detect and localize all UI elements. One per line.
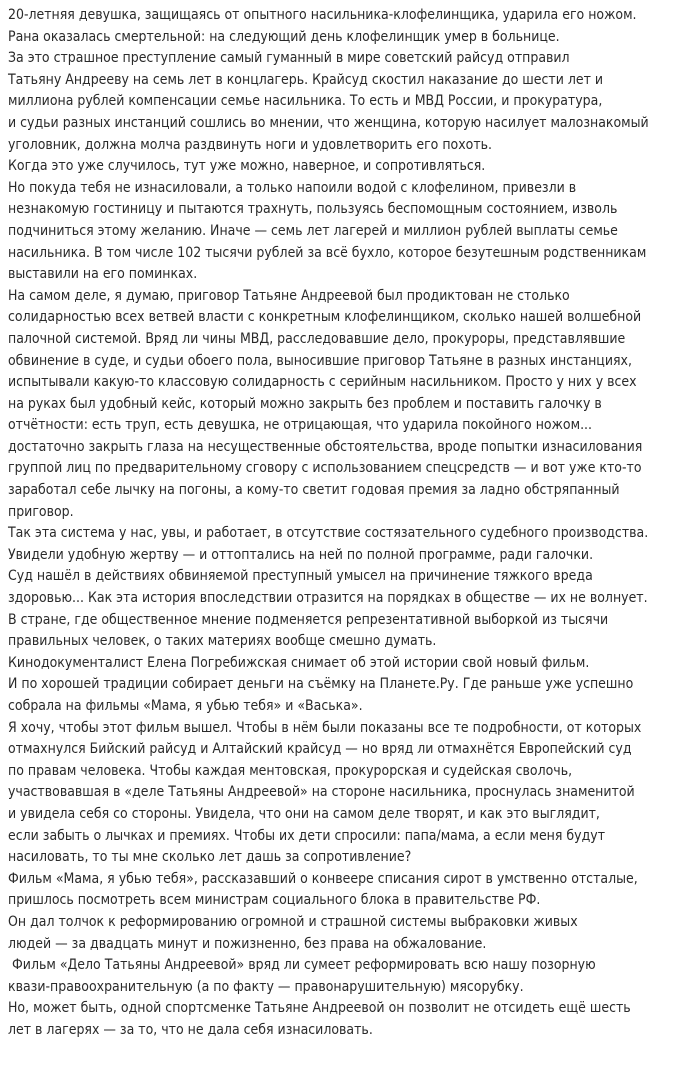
article-text — [8, 4, 680, 1041]
text-line: Когда это уже случилось, тут уже можно, наверное, и сопротивляться. — [8, 157, 486, 175]
text-line: Кинодокументалист Елена Погребижская снимает об этой истории свой новый фильм. — [8, 653, 590, 671]
text-line: отмахнулся Бийский райсуд и Алтайский крайсуд — но вряд ли отмахнётся Европейский суд — [8, 740, 632, 758]
text-line: по правам человека. Чтобы каждая ментовская, прокурорская и судейская сволочь, — [8, 761, 573, 779]
text-line: пришлось посмотреть всем министрам социального блока в правительстве РФ. — [8, 891, 541, 909]
text-line: Но покуда тебя не изнасиловали, а только напоили водой с клофелином, привезли в — [8, 178, 577, 196]
text-line: миллиона рублей компенсации семье насильника. То есть и МВД России, и прокуратура, — [8, 92, 603, 110]
text-line: незнакомую гостиницу и пытаются трахнуть, пользуясь беспомощным состоянием, изволь — [8, 200, 618, 218]
text-line: участвовавшая в «деле Татьяны Андреевой» на стороне насильника, проснулась знаменитой — [8, 783, 635, 801]
text-line: И по хорошей традиции собирает деньги на съёмку на Планете.Ру. Где раньше уже успешно — [8, 675, 634, 693]
text-line: Татьяну Андрееву на семь лет в концлагерь. Крайсуд скостил наказание до шести лет и — [8, 70, 604, 88]
text-line: подчиниться этому желанию. Иначе — семь лет лагерей и миллион рублей выплаты семье — [8, 221, 618, 239]
text-line: и судьи разных инстанций сошлись во мнении, что женщина, которую насилует малознакомый — [8, 113, 649, 131]
text-line: В стране, где общественное мнение подменяется репрезентативной выборкой из тысячи — [8, 610, 609, 628]
text-line: на руках был удобный кейс, который можно закрыть без проблем и поставить галочку в — [8, 394, 602, 412]
text-line: группой лиц по предварительному сговору с использованием спецсредств — и вот уже кто-то — [8, 459, 642, 477]
text-line: собрала на фильмы «Мама, я убью тебя» и «Васька». — [8, 697, 363, 714]
text-line: Рана оказалась смертельной: на следующий день клофелинщик умер в больнице. — [8, 27, 560, 45]
text-line: приговор. — [8, 502, 74, 520]
text-line: палочной системой. Вряд ли чины МВД, расследовавшие дело, прокуроры, представлявшие — [8, 329, 626, 347]
text-line: и увидела себя со стороны. Увидела, что они на самом деле творят, и как это выглядит, — [8, 804, 600, 822]
text-line: здоровью... Как эта история впоследствии отразится на порядках в обществе — их не волнует. — [8, 589, 648, 607]
text-line: уголовник, должна молча раздвинуть ноги и удовлетворить его похоть. — [8, 135, 493, 153]
text-line: насильника. В том числе 102 тысячи рублей за всё бухло, которое безутешным родственникам — [8, 243, 647, 261]
text-line: 20-летняя девушка, защищаясь от опытного насильника-клофелинщика, ударила его ножом. — [8, 6, 637, 23]
text-line: Суд нашёл в действиях обвиняемой преступный умысел на причинение тяжкого вреда — [8, 567, 593, 585]
text-line: Так эта система у нас, увы, и работает, в отсутствие состязательного судебного производства. — [8, 524, 649, 542]
text-line: людей — за двадцать минут и пожизненно, без права на обжалование. — [8, 934, 487, 952]
text-line: Он дал толчок к реформированию огромной и страшной системы выбраковки живых — [8, 912, 578, 930]
text-line: лет в лагерях — за то, что не дала себя изнасиловать. — [8, 1020, 373, 1038]
text-line: обвинение в суде, и судьи обоего пола, выносившие приговор Татьяне в разных инстанциях, — [8, 351, 632, 369]
text-line: Но, может быть, одной спортсменке Татьяне Андреевой он позволит не отсидеть ещё шесть — [8, 999, 631, 1017]
text-line: На самом деле, я думаю, приговор Татьяне Андреевой был продиктован не столько — [8, 286, 570, 304]
text-line: испытывали какую-то классовую солидарность с серийным насильником. Просто у них у всех — [8, 373, 637, 391]
text-line: квази-правоохранительную (а по факту — правонарушительную) мясорубку. — [8, 977, 524, 995]
text-line: Увидели удобную жертву — и оттоптались на ней по полной программе, ради галочки. — [8, 545, 594, 563]
text-line: если забыть о лычках и премиях. Чтобы их дети спросили: папа/мама, а если меня будут — [8, 826, 606, 844]
text-line: насиловать, то ты мне сколько лет дашь за сопротивление? — [8, 848, 412, 866]
text-line: Фильм «Мама, я убью тебя», рассказавший о конвеере списания сирот в умственно отсталые, — [8, 869, 638, 887]
text-line: выставили на его поминках. — [8, 265, 198, 283]
text-line: За это страшное преступление самый гуманный в мире советский райсуд отправил — [8, 49, 570, 67]
text-line: правильных человек, о таких материях вообще смешно думать. — [8, 632, 437, 650]
text-line: Фильм «Дело Татьяны Андреевой» вряд ли сумеет реформировать всю нашу позорную — [8, 956, 596, 974]
text-line: отчётности: есть труп, есть девушка, не отрицающая, что ударила покойного ножом... — [8, 416, 593, 434]
text-line: заработал себе лычку на погоны, а кому-то светит годовая премия за ладно обстряпанный — [8, 481, 620, 499]
text-line: солидарностью всех ветвей власти с конкретным клофелинщиком, сколько нашей волшебной — [8, 308, 642, 326]
text-line: достаточно закрыть глаза на несущественные обстоятельства, вроде попытки изнасилования — [8, 437, 643, 455]
text-line: Я хочу, чтобы этот фильм вышел. Чтобы в нём были показаны все те подробности, от которых — [8, 718, 642, 736]
